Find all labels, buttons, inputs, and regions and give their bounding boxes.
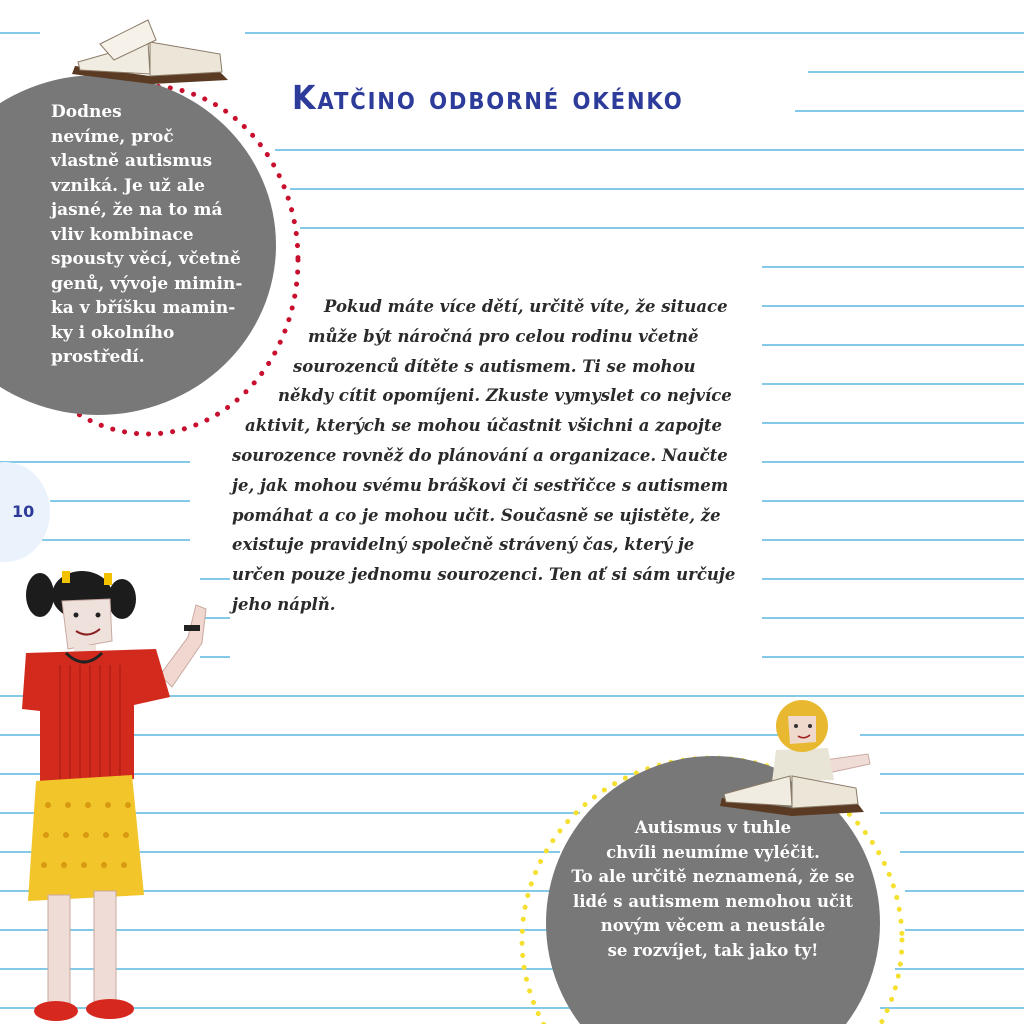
paragraph-line: pomáhat a co je mohou učit. Současně se ujistěte, že <box>232 505 721 525</box>
paragraph-line: existuje pravidelný společně strávený čas, který je <box>232 535 695 555</box>
page-number: 10 <box>12 502 35 521</box>
paragraph-line: je, jak mohou svému bráškovi či sestřičce s autismem <box>232 475 729 495</box>
paragraph-line: Pokud máte více dětí, určitě víte, že situace <box>324 297 728 316</box>
left-bubble-text: Dodnes nevíme, proč vlastně autismus vzniká. Je už ale jasné, že na to má vliv kombinace spousty věcí, včetně genů, vývoje mimin- ka v bříšku mamin- ky i okolního prostředí. <box>51 102 243 367</box>
paragraph-line: určen pouze jednomu sourozenci. Ten ať si sám určuje <box>232 565 736 585</box>
main-paragraph <box>200 292 760 620</box>
paragraph-line: může být náročná pro celou rodinu včetně <box>308 326 699 346</box>
girl-figure <box>10 565 210 1024</box>
paragraph-line: někdy cítit opomíjeni. Zkuste vymyslet co nejvíce <box>278 386 732 406</box>
open-book-icon <box>718 754 866 816</box>
right-bubble-text: Autismus v tuhle chvíli neumíme vyléčit. To ale určitě neznamená, že se lidé s autismem nemohou učit novým věcem a neustále se rozvíjet, tak jako ty! <box>571 818 855 960</box>
paragraph-line: aktivit, kterých se mohou účastnit všichni a zapojte <box>245 416 722 436</box>
paragraph-line: jeho náplň. <box>232 594 336 614</box>
open-book-icon <box>70 14 230 84</box>
page-title: Katčino odborné okénko <box>292 78 684 117</box>
paragraph-line: sourozenců dítěte s autismem. Ti se mohou <box>293 356 696 376</box>
paragraph-line: sourozence rovněž do plánování a organizace. Naučte <box>232 445 728 465</box>
